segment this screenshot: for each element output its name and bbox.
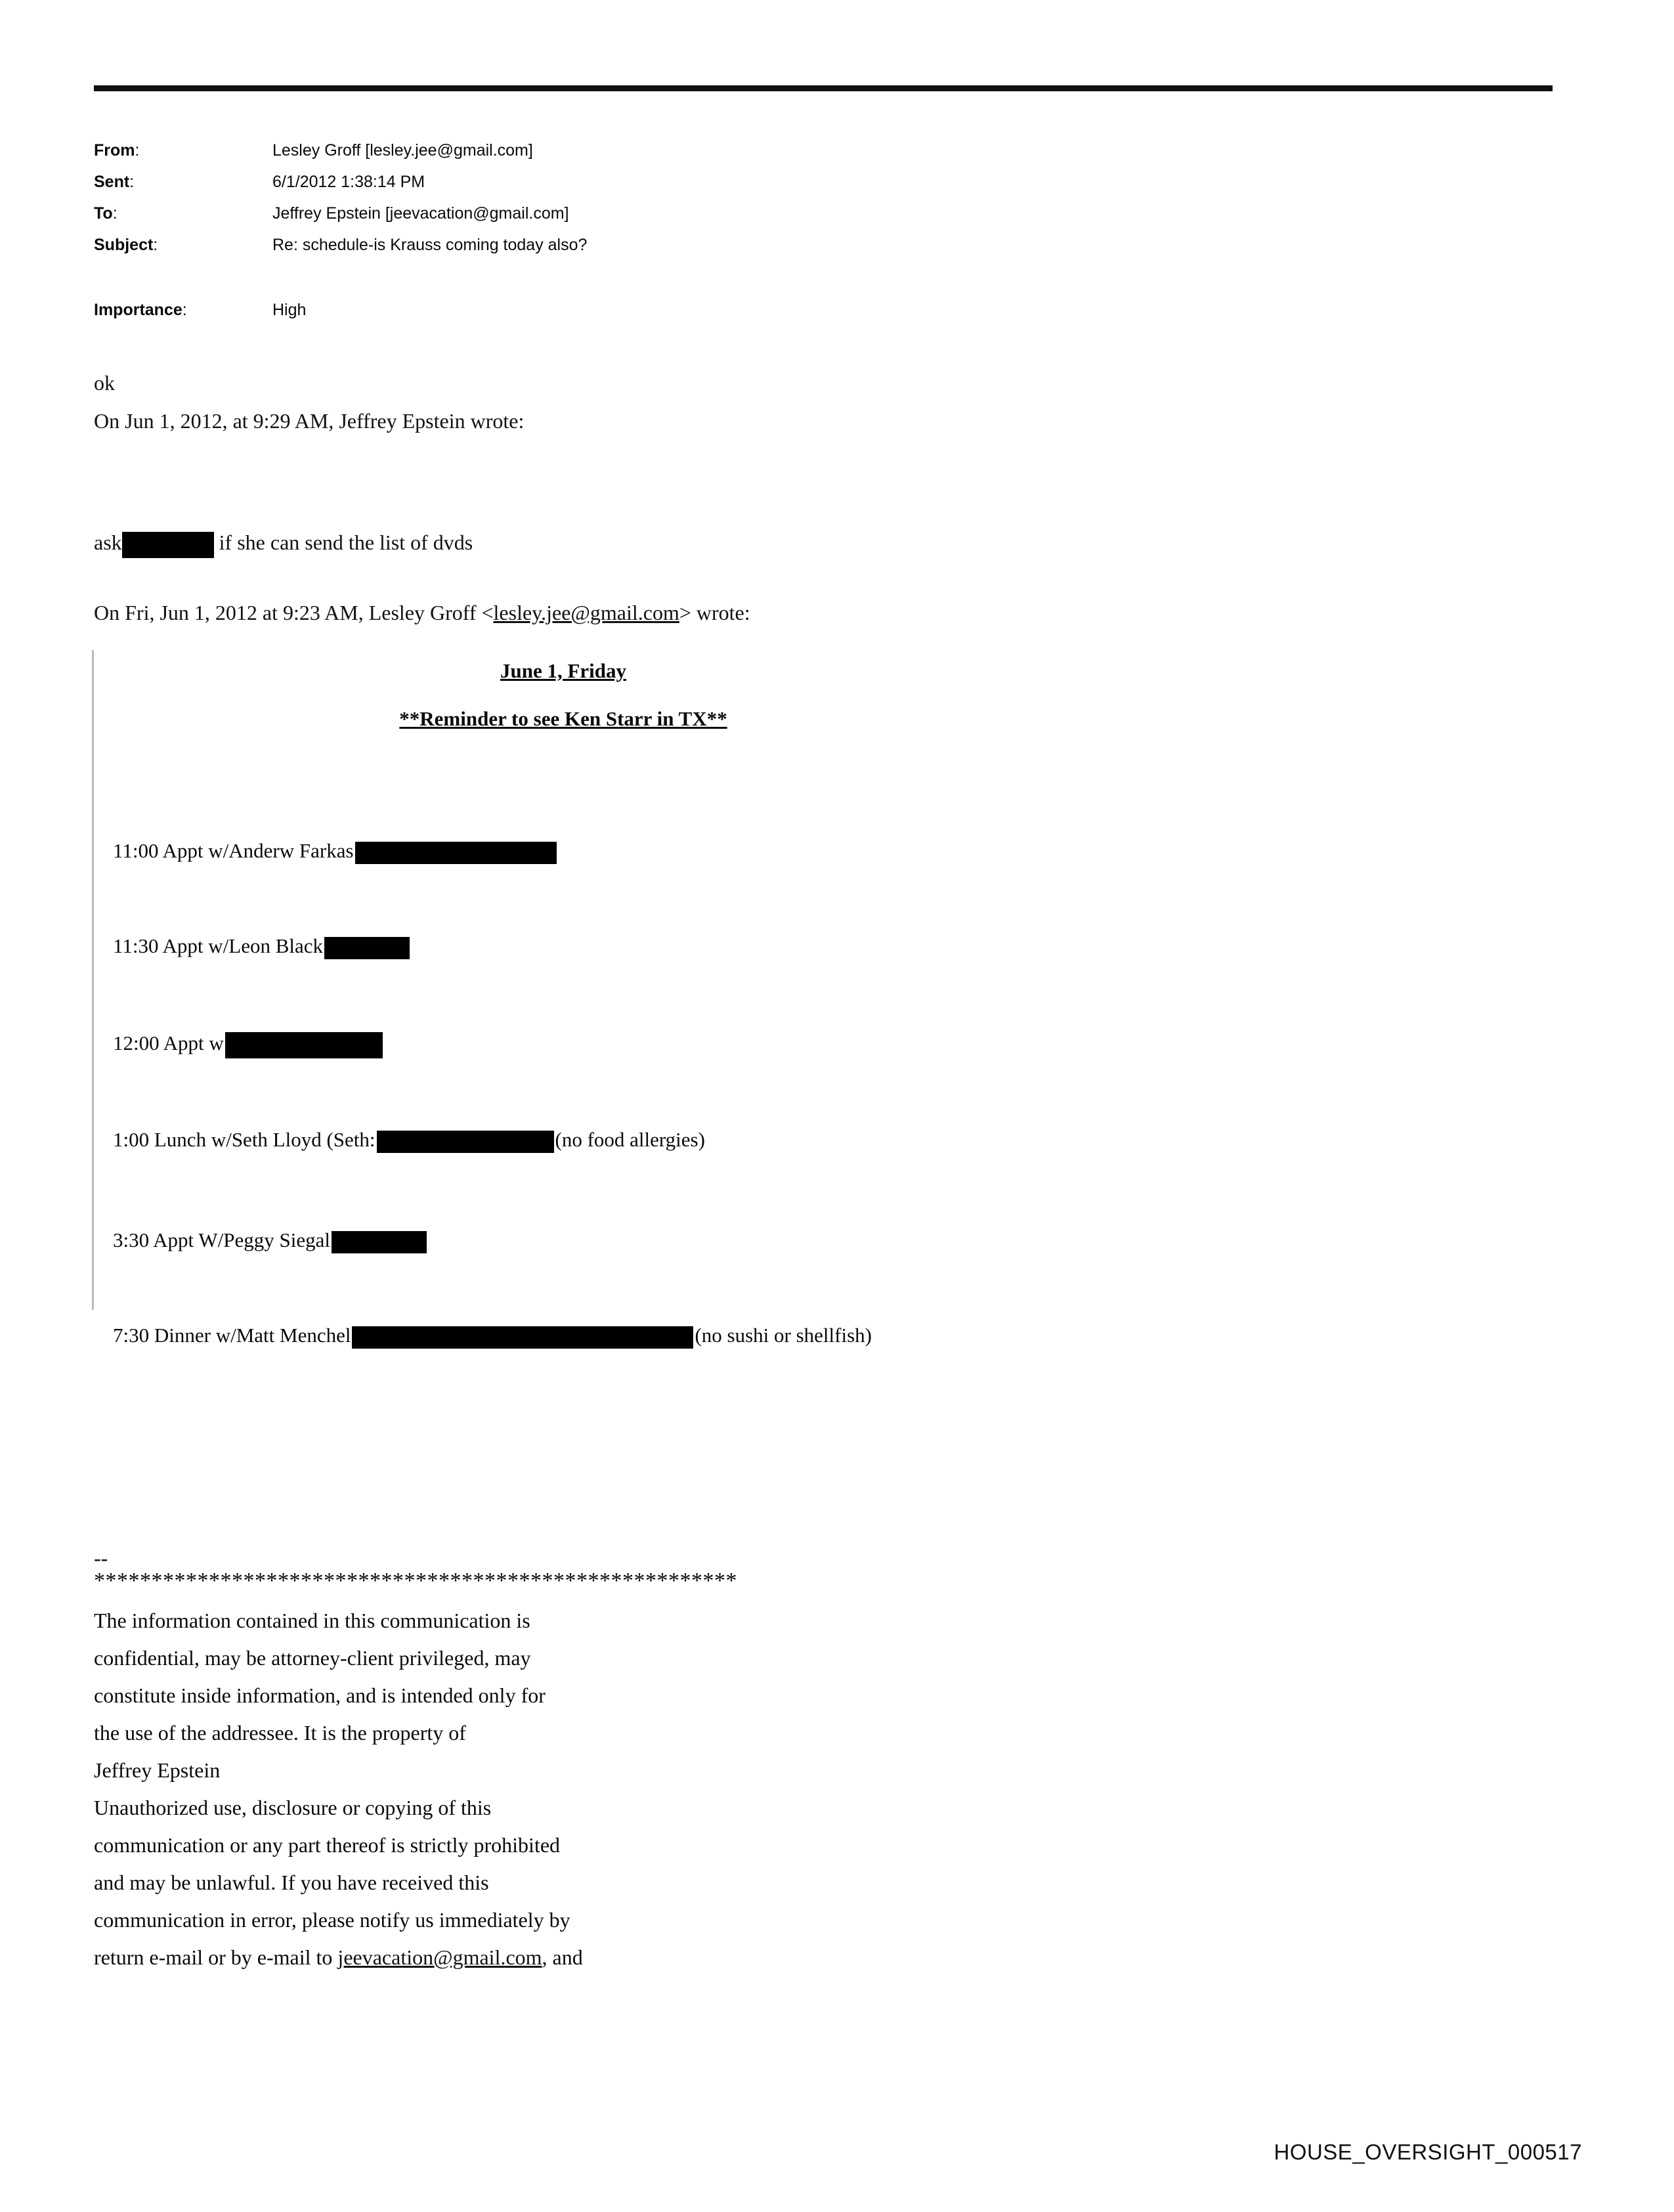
schedule-item	[113, 932, 411, 960]
schedule-item	[113, 1126, 705, 1154]
disclaimer-line: communication or any part thereof is strictly prohibited	[94, 1833, 561, 1857]
appointment-note: (no food allergies)	[555, 1128, 705, 1151]
redaction-bar	[324, 937, 410, 959]
attribution-suffix: > wrote:	[679, 601, 750, 624]
header-value-to: Jeffrey Epstein [jeevacation@gmail.com]	[272, 204, 569, 223]
appointment-text: Lunch w/Seth Lloyd (Seth:	[154, 1128, 376, 1151]
appointment-text: Appt w/Anderw Farkas	[162, 839, 354, 862]
header-divider-rule	[94, 85, 1553, 91]
header-label-to: To:	[94, 204, 118, 223]
signature-separator: --	[94, 1546, 108, 1570]
appointment-text: Appt W/Peggy Siegal	[153, 1228, 330, 1251]
schedule-item	[113, 1322, 872, 1349]
header-label-from: From:	[94, 141, 140, 160]
disclaimer-line-last	[94, 1939, 1079, 1976]
disclaimer-line: communication in error, please notify us immediately by	[94, 1908, 570, 1932]
confidentiality-disclaimer	[94, 1602, 1079, 1976]
appointment-note: (no sushi or shellfish)	[695, 1324, 872, 1347]
quote-indent-bar	[92, 650, 94, 1310]
appointment-time: 1:00	[113, 1128, 150, 1151]
disclaimer-last-prefix: return e-mail or by e-mail to	[94, 1945, 338, 1969]
header-label-importance: Importance:	[94, 301, 187, 319]
disclaimer-line: Jeffrey Epstein	[94, 1758, 221, 1782]
sender-email-link[interactable]: lesley.jee@gmail.com	[493, 601, 679, 624]
redaction-bar	[332, 1231, 427, 1253]
bates-stamp: HOUSE_OVERSIGHT_000517	[1274, 2140, 1582, 2164]
redaction-bar	[355, 842, 557, 864]
quoted-message-ask-line	[94, 529, 473, 558]
header-row-subject	[94, 229, 1407, 261]
header-value-importance: High	[272, 301, 307, 319]
ask-text-before: ask	[94, 531, 122, 554]
disclaimer-line: The information contained in this communication is	[94, 1609, 530, 1632]
appointment-time: 3:30	[113, 1228, 150, 1251]
quoted-attribution-line-2	[94, 599, 750, 627]
appointment-time: 7:30	[113, 1324, 150, 1347]
redaction-bar	[225, 1032, 383, 1058]
header-value-from: Lesley Groff [lesley.jee@gmail.com]	[272, 141, 533, 160]
ask-text-after-2: if she can send the list of dvds	[219, 531, 473, 554]
header-row-sent	[94, 166, 1407, 198]
appointment-time: 11:30	[113, 934, 159, 957]
redaction-bar	[377, 1131, 554, 1153]
disclaimer-line: and may be unlawful. If you have received this	[94, 1871, 489, 1894]
header-row-from	[94, 135, 1407, 166]
reply-body-text: ok	[94, 371, 115, 395]
schedule-subtitle: **Reminder to see Ken Starr in TX**	[399, 707, 727, 730]
header-value-subject: Re: schedule-is Krauss coming today also?	[272, 236, 588, 254]
header-label-sent: Sent:	[94, 173, 135, 191]
header-value-sent: 6/1/2012 1:38:14 PM	[272, 173, 425, 191]
redaction-bar	[352, 1326, 693, 1349]
disclaimer-line: the use of the addressee. It is the property of	[94, 1721, 466, 1745]
email-header-block	[94, 135, 1407, 261]
header-row-to	[94, 198, 1407, 229]
appointment-text: Appt w	[163, 1031, 224, 1054]
contact-email-link[interactable]: jeevacation@gmail.com	[337, 1945, 542, 1969]
header-label-subject: Subject:	[94, 236, 158, 254]
disclaimer-last-suffix: , and	[542, 1945, 583, 1969]
disclaimer-line: Unauthorized use, disclosure or copying of this	[94, 1796, 492, 1819]
quoted-attribution-line-1: On Jun 1, 2012, at 9:29 AM, Jeffrey Epstein wrote:	[94, 409, 525, 433]
disclaimer-line: confidential, may be attorney-client privileged, may	[94, 1646, 531, 1670]
disclaimer-line: constitute inside information, and is intended only for	[94, 1683, 546, 1707]
schedule-item	[113, 837, 558, 865]
redaction-bar	[122, 532, 214, 558]
attribution-prefix: On Fri, Jun 1, 2012 at 9:23 AM, Lesley Groff <	[94, 601, 494, 624]
appointment-time: 12:00	[113, 1031, 160, 1054]
disclaimer-star-rule: ********************************************************	[94, 1569, 737, 1593]
appointment-text: Dinner w/Matt Menchel	[154, 1324, 351, 1347]
schedule-title: June 1, Friday	[500, 659, 627, 682]
appointment-text: Appt w/Leon Black	[162, 934, 324, 957]
header-row-importance	[94, 299, 1407, 321]
appointment-time: 11:00	[113, 839, 159, 862]
ask-text-after	[214, 531, 219, 554]
schedule-item	[113, 1030, 384, 1058]
schedule-item	[113, 1226, 428, 1254]
